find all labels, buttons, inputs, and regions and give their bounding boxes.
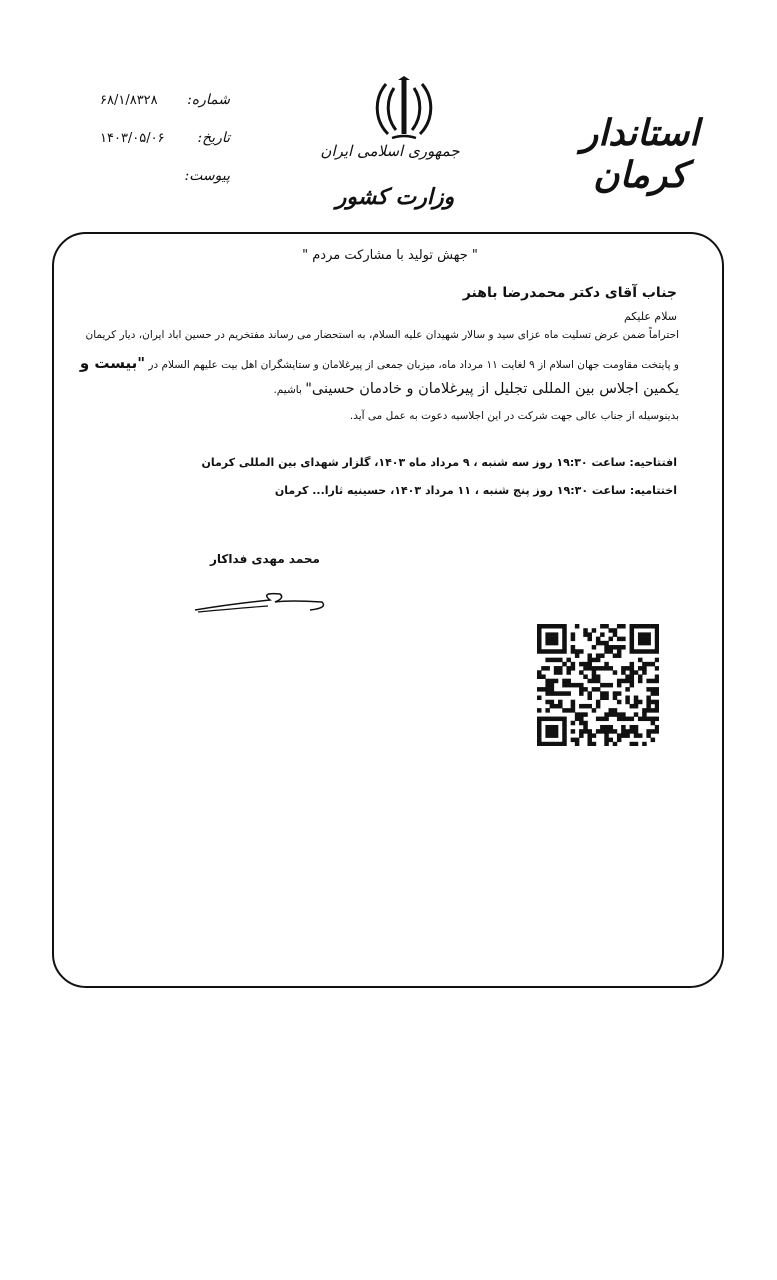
closing-schedule: اختتامیه: ساعت ۱۹:۳۰ روز پنج شنبه ، ۱۱ مرداد ۱۴۰۳، حسینیه ثارا... کرمان <box>274 484 677 497</box>
greeting: سلام علیکم <box>623 310 677 323</box>
body-line-2-emphasis: "بیست و <box>79 354 146 372</box>
attachment-label: پیوست: <box>184 168 230 184</box>
body-line-3-text: باشیم. <box>273 384 306 396</box>
qr-code-icon <box>537 624 659 746</box>
body-line-1: احتراماً ضمن عرض تسلیت ماه عزای سید و سالار شهیدان علیه السلام، به استحضار می رساند مفتخریم در حسین اباد ایران، دیار کریمان <box>85 329 679 341</box>
recipient: جناب آقای دکتر محمدرضا باهنر <box>462 285 677 301</box>
header-meta <box>100 92 230 206</box>
ministry-title: وزارت کشور <box>335 184 455 210</box>
signature <box>190 588 330 618</box>
body-line-4: بدینوسیله از جناب عالی جهت شرکت در این اجلاسیه دعوت به عمل می آید. <box>349 410 679 422</box>
iran-emblem-icon <box>372 76 436 144</box>
signer-name: محمد مهدی فداکار <box>210 552 320 566</box>
body-line-3-emphasis: یکمین اجلاس بین المللی تجلیل از پیرغلامان و خادمان حسینی" <box>305 381 679 397</box>
body-line-3 <box>273 381 679 397</box>
letter-frame <box>52 232 724 988</box>
date-label: تاریخ: <box>197 130 230 146</box>
republic-title: جمهوری اسلامی ایران <box>320 142 460 160</box>
date-row <box>100 130 230 168</box>
number-label: شماره: <box>187 92 230 108</box>
body-line-2-text: و پایتخت مقاومت جهان اسلام از ۹ لغایت ۱۱ مرداد ماه، میزبان جمعی از پیرغلامان و ستایشگران اهل بیت علیهم السلام در <box>145 359 679 371</box>
number-value: ۶۸/۱/۸۳۲۸ <box>100 93 158 108</box>
date-value: ۱۴۰۳/۰۵/۰۶ <box>100 131 165 146</box>
number-row <box>100 92 230 130</box>
governor-title: استاندار کرمان <box>580 112 700 196</box>
opening-schedule: افتتاحیه: ساعت ۱۹:۳۰ روز سه شنبه ، ۹ مرداد ماه ۱۴۰۳، گلزار شهدای بین المللی کرمان <box>201 456 677 469</box>
attachment-row <box>100 168 230 206</box>
slogan: " جهش تولید با مشارکت مردم " <box>302 248 478 263</box>
body-line-2 <box>80 354 679 372</box>
